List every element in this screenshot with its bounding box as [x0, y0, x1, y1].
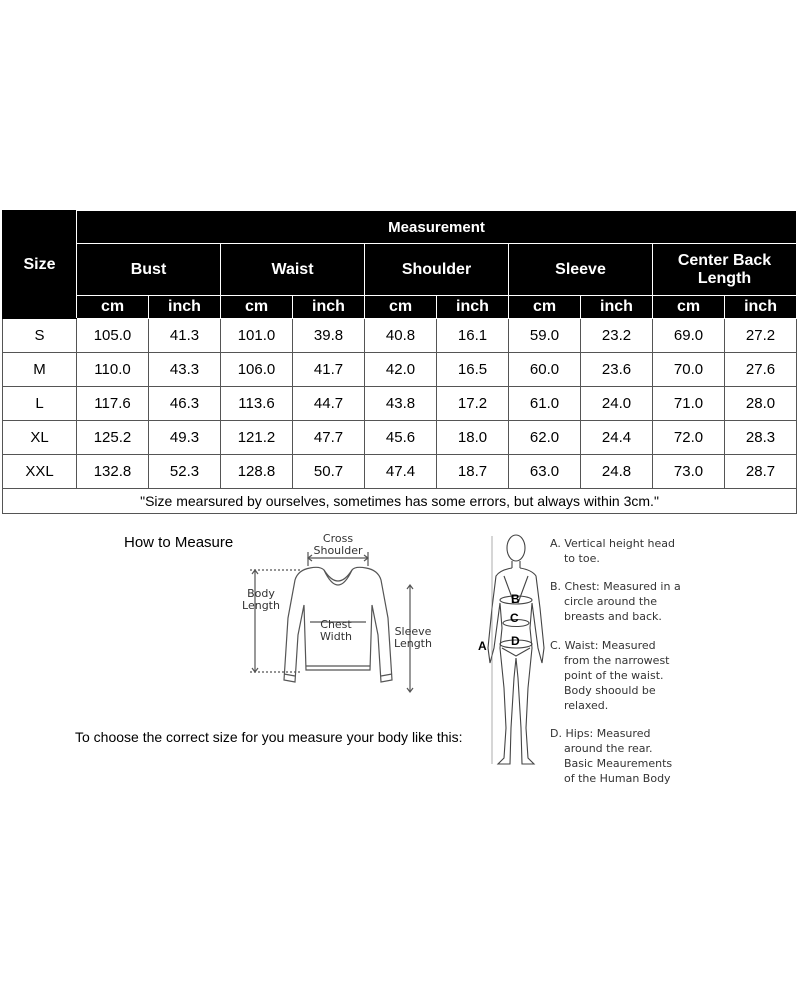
unit-cm-header: cm [221, 296, 293, 319]
value-cell: 47.7 [293, 421, 365, 455]
measurement-header: Measurement [77, 211, 797, 244]
size-cell: M [3, 353, 77, 387]
value-cell: 16.1 [437, 319, 509, 353]
value-cell: 47.4 [365, 455, 437, 489]
column-header: Waist [221, 244, 365, 296]
value-cell: 45.6 [365, 421, 437, 455]
value-cell: 106.0 [221, 353, 293, 387]
unit-cm-header: cm [653, 296, 725, 319]
legend-b: B. Chest: Measured in a circle around the breasts and back. [550, 580, 681, 623]
value-cell: 44.7 [293, 387, 365, 421]
value-cell: 69.0 [653, 319, 725, 353]
value-cell: 42.0 [365, 353, 437, 387]
value-cell: 28.0 [725, 387, 797, 421]
value-cell: 128.8 [221, 455, 293, 489]
unit-cm-header: cm [365, 296, 437, 319]
size-cell: XL [3, 421, 77, 455]
value-cell: 43.3 [149, 353, 221, 387]
instruction-text: To choose the correct size for you measure your body like this: [75, 729, 463, 745]
size-cell: S [3, 319, 77, 353]
legend-c: C. Waist: Measured from the narrowest point of the waist. Body shoould be relaxed. [550, 639, 670, 712]
column-header: Bust [77, 244, 221, 296]
value-cell: 40.8 [365, 319, 437, 353]
size-cell: XXL [3, 455, 77, 489]
legend-a: A. Vertical height head to toe. [550, 537, 676, 565]
value-cell: 28.3 [725, 421, 797, 455]
value-cell: 24.0 [581, 387, 653, 421]
unit-inch-header: inch [149, 296, 221, 319]
column-header: Sleeve [509, 244, 653, 296]
value-cell: 50.7 [293, 455, 365, 489]
value-cell: 41.7 [293, 353, 365, 387]
value-cell: 71.0 [653, 387, 725, 421]
value-cell: 39.8 [293, 319, 365, 353]
value-cell: 59.0 [509, 319, 581, 353]
value-cell: 73.0 [653, 455, 725, 489]
body-letter-d: D [511, 634, 520, 648]
column-header: Center Back Length [653, 244, 797, 296]
unit-inch-header: inch [437, 296, 509, 319]
value-cell: 70.0 [653, 353, 725, 387]
body-length-label: Body Length [242, 587, 280, 612]
legend-d: D. Hips: Measured around the rear. Basic Meaurements of the Human Body [550, 727, 673, 785]
value-cell: 16.5 [437, 353, 509, 387]
value-cell: 113.6 [221, 387, 293, 421]
value-cell: 132.8 [77, 455, 149, 489]
body-letter-c: C [510, 611, 519, 625]
value-cell: 46.3 [149, 387, 221, 421]
body-letter-a: A [478, 639, 487, 653]
value-cell: 62.0 [509, 421, 581, 455]
size-cell: L [3, 387, 77, 421]
value-cell: 63.0 [509, 455, 581, 489]
table-row [3, 421, 797, 455]
how-to-measure-title: How to Measure [124, 534, 234, 551]
value-cell: 43.8 [365, 387, 437, 421]
value-cell: 52.3 [149, 455, 221, 489]
value-cell: 28.7 [725, 455, 797, 489]
value-cell: 41.3 [149, 319, 221, 353]
body-measure-diagram [478, 528, 558, 778]
value-cell: 110.0 [77, 353, 149, 387]
table-row [3, 387, 797, 421]
value-cell: 24.8 [581, 455, 653, 489]
unit-cm-header: cm [77, 296, 149, 319]
value-cell: 18.7 [437, 455, 509, 489]
unit-inch-header: inch [293, 296, 365, 319]
value-cell: 72.0 [653, 421, 725, 455]
value-cell: 23.6 [581, 353, 653, 387]
unit-inch-header: inch [725, 296, 797, 319]
value-cell: 60.0 [509, 353, 581, 387]
value-cell: 17.2 [437, 387, 509, 421]
table-row [3, 353, 797, 387]
chest-width-label: Chest Width [320, 618, 352, 643]
value-cell: 61.0 [509, 387, 581, 421]
cross-shoulder-label: Cross Shoulder [313, 532, 363, 557]
value-cell: 24.4 [581, 421, 653, 455]
body-letter-b: B [511, 592, 520, 606]
table-row [3, 319, 797, 353]
value-cell: 27.6 [725, 353, 797, 387]
value-cell: 121.2 [221, 421, 293, 455]
value-cell: 101.0 [221, 319, 293, 353]
value-cell: 125.2 [77, 421, 149, 455]
sleeve-length-label: Sleeve Length [394, 625, 432, 650]
column-header: Shoulder [365, 244, 509, 296]
unit-inch-header: inch [581, 296, 653, 319]
size-chart-table [2, 210, 797, 514]
value-cell: 27.2 [725, 319, 797, 353]
unit-cm-header: cm [509, 296, 581, 319]
size-header: Size [3, 211, 77, 319]
value-cell: 105.0 [77, 319, 149, 353]
value-cell: 49.3 [149, 421, 221, 455]
value-cell: 117.6 [77, 387, 149, 421]
value-cell: 18.0 [437, 421, 509, 455]
size-note: "Size mearsured by ourselves, sometimes has some errors, but always within 3cm." [3, 489, 797, 514]
value-cell: 23.2 [581, 319, 653, 353]
table-row [3, 455, 797, 489]
